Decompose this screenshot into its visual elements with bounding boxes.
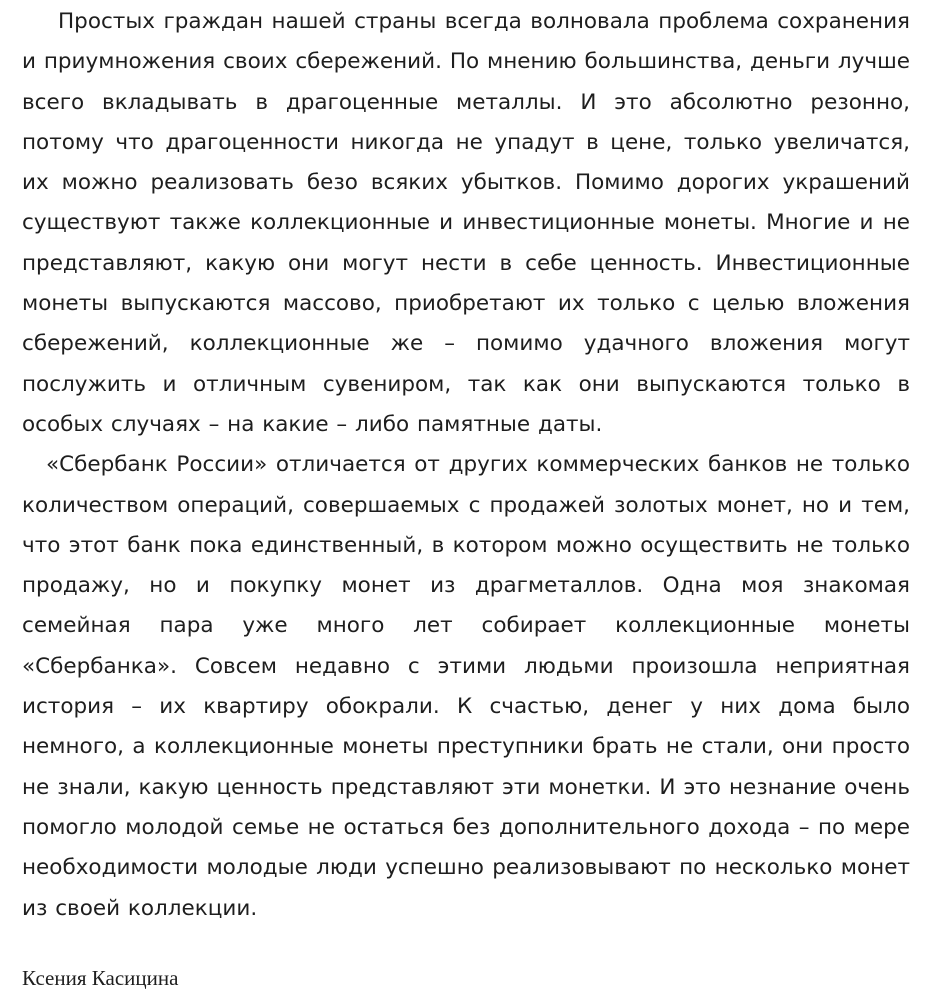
paragraph-2: «Сбербанк России» отличается от других коммерческих банков не только количеством операций, совершаемых с продажей золотых монет, но и тем, что этот банк пока единственный, в котором можно осуществить не только продажу, но и покупку монет из драгметаллов. Одна моя знакомая семейная пара уже много лет собирает коллекционные монеты «Сбербанка». Совсем недавно с этими людьми произошла неприятная история – их квартиру обокрали. К счастью, денег у них дома было немного, а коллекционные монеты преступники брать не стали, они просто не знали, какую ценность представляют эти монетки. И это незнание очень помогло молодой семье не остаться без дополнительного дохода – по мере необходимости молодые люди успешно реализовывают по несколько монет из своей коллекции. xyxy=(22,452,910,921)
article-body xyxy=(22,2,910,929)
author-signature: Ксения Касицина xyxy=(22,966,179,990)
paragraph-1: Простых граждан нашей страны всегда волновала проблема сохранения и приумножения своих сбережений. По мнению большинства, деньги лучше всего вкладывать в драгоценные металлы. И это абсолютно резонно, потому что драгоценности никогда не упадут в цене, только увеличатся, их можно реализовать безо всяких убытков. Помимо дорогих украшений существуют также коллекционные и инвестиционные монеты. Многие и не представляют, какую они могут нести в себе ценность. Инвестиционные монеты выпускаются массово, приобретают их только с целью вложения сбережений, коллекционные же – помимо удачного вложения могут послужить и отличным сувениром, так как они выпускаются только в особых случаях – на какие – либо памятные даты. xyxy=(22,9,910,437)
